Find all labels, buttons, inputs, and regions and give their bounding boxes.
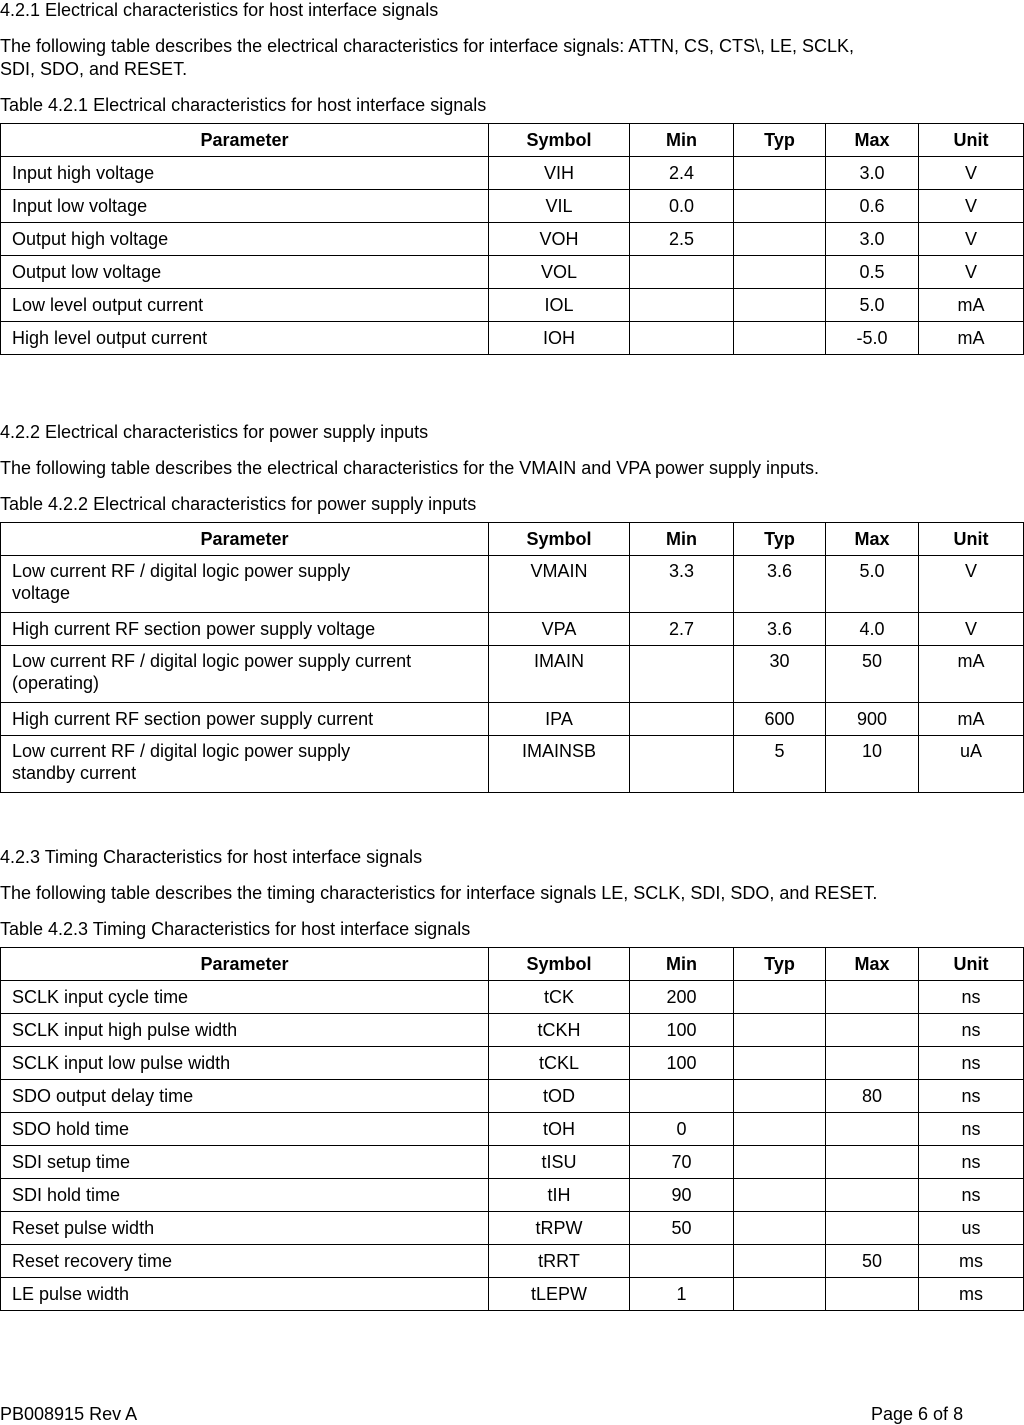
table-row [1,223,1024,256]
cell-unit: ns [919,1080,1024,1113]
table-row [1,1245,1024,1278]
cell-min [630,646,734,703]
section-intro-4-2-2: The following table describes the electrical characteristics for the VMAIN and VPA power supply inputs. [0,458,820,478]
cell-parameter: Input low voltage [1,190,489,223]
cell-min [630,1080,734,1113]
cell-max: 50 [826,1245,919,1278]
column-header-max: Max [826,124,919,157]
cell-unit: ns [919,1179,1024,1212]
cell-typ [734,256,826,289]
column-header-typ: Typ [734,948,826,981]
cell-max: 5.0 [826,556,919,613]
table-row [1,1278,1024,1311]
cell-symbol: IOL [489,289,630,322]
cell-min: 70 [630,1146,734,1179]
cell-min: 100 [630,1014,734,1047]
cell-min [630,736,734,793]
cell-symbol: tOD [489,1080,630,1113]
cell-symbol: tCKH [489,1014,630,1047]
table-header-row [1,523,1024,556]
cell-max: 50 [826,646,919,703]
cell-min: 200 [630,981,734,1014]
cell-max: 80 [826,1080,919,1113]
cell-symbol: tRRT [489,1245,630,1278]
cell-unit: V [919,613,1024,646]
cell-parameter-line-2: voltage [12,583,71,603]
cell-unit: V [919,190,1024,223]
cell-typ [734,1113,826,1146]
cell-parameter [1,736,489,793]
cell-symbol: IMAINSB [489,736,630,793]
cell-min [630,703,734,736]
footer-page-number: Page 6 of 8 [871,1404,964,1424]
table-row [1,1146,1024,1179]
table-row [1,289,1024,322]
table-row [1,1212,1024,1245]
cell-parameter: SDO hold time [1,1113,489,1146]
table-row [1,1014,1024,1047]
cell-max: 3.0 [826,223,919,256]
cell-parameter: SCLK input low pulse width [1,1047,489,1080]
cell-parameter: SCLK input high pulse width [1,1014,489,1047]
cell-parameter: High level output current [1,322,489,355]
cell-symbol: VIL [489,190,630,223]
table-row [1,157,1024,190]
table-host-interface-timing [0,947,1024,1311]
table-caption-4-2-1: Table 4.2.1 Electrical characteristics for host interface signals [0,95,487,115]
cell-min: 1 [630,1278,734,1311]
cell-unit: mA [919,703,1024,736]
cell-typ: 3.6 [734,613,826,646]
cell-max: 0.5 [826,256,919,289]
cell-typ [734,1278,826,1311]
column-header-parameter: Parameter [1,948,489,981]
section-intro-4-2-3: The following table describes the timing characteristics for interface signals LE, SCLK, SDI, SDO, and RESET. [0,883,878,903]
cell-parameter: Output high voltage [1,223,489,256]
cell-max [826,1179,919,1212]
column-header-min: Min [630,124,734,157]
cell-symbol: VPA [489,613,630,646]
cell-unit: V [919,157,1024,190]
cell-parameter: LE pulse width [1,1278,489,1311]
cell-symbol: tCKL [489,1047,630,1080]
cell-max [826,1047,919,1080]
cell-parameter: Reset recovery time [1,1245,489,1278]
cell-max [826,1014,919,1047]
cell-unit: mA [919,646,1024,703]
cell-typ [734,190,826,223]
cell-typ [734,223,826,256]
cell-unit: mA [919,289,1024,322]
section-intro-4-2-1-line-2: SDI, SDO, and RESET. [0,59,188,79]
section-intro-4-2-1-line-1: The following table describes the electrical characteristics for interface signals: ATTN, CS, CTS\, LE, SCLK, [0,36,855,56]
table-caption-4-2-2: Table 4.2.2 Electrical characteristics for power supply inputs [0,494,477,514]
cell-parameter: High current RF section power supply current [1,703,489,736]
cell-typ [734,157,826,190]
table-row [1,613,1024,646]
cell-unit: mA [919,322,1024,355]
cell-symbol: IOH [489,322,630,355]
cell-max: 10 [826,736,919,793]
cell-min: 0.0 [630,190,734,223]
table-header-row [1,124,1024,157]
cell-max [826,1212,919,1245]
cell-parameter [1,646,489,703]
cell-parameter-line-1: Low current RF / digital logic power supply [12,741,351,761]
column-header-unit: Unit [919,948,1024,981]
cell-typ [734,1014,826,1047]
section-heading-4-2-1: 4.2.1 Electrical characteristics for host interface signals [0,0,439,20]
cell-min: 3.3 [630,556,734,613]
cell-parameter: SDO output delay time [1,1080,489,1113]
cell-unit: ms [919,1278,1024,1311]
cell-max: 0.6 [826,190,919,223]
cell-typ [734,1245,826,1278]
table-row [1,1080,1024,1113]
cell-typ [734,1212,826,1245]
cell-parameter: SDI setup time [1,1146,489,1179]
cell-symbol: IMAIN [489,646,630,703]
section-heading-4-2-3: 4.2.3 Timing Characteristics for host interface signals [0,847,423,867]
column-header-unit: Unit [919,523,1024,556]
cell-symbol: tCK [489,981,630,1014]
table-row [1,190,1024,223]
cell-unit: ns [919,1146,1024,1179]
cell-min: 2.7 [630,613,734,646]
cell-min [630,289,734,322]
cell-max: 900 [826,703,919,736]
cell-symbol: tRPW [489,1212,630,1245]
cell-parameter-line-1: Low current RF / digital logic power supply current [12,651,412,671]
cell-unit: us [919,1212,1024,1245]
column-header-typ: Typ [734,124,826,157]
cell-max [826,1113,919,1146]
cell-typ: 30 [734,646,826,703]
cell-parameter: SDI hold time [1,1179,489,1212]
cell-min: 90 [630,1179,734,1212]
cell-symbol: VIH [489,157,630,190]
cell-symbol: VOH [489,223,630,256]
table-header-row [1,948,1024,981]
cell-unit: V [919,256,1024,289]
cell-typ [734,289,826,322]
cell-unit: V [919,556,1024,613]
table-row [1,736,1024,793]
cell-parameter-line-1: Low current RF / digital logic power supply [12,561,351,581]
cell-unit: ns [919,1014,1024,1047]
cell-max [826,1278,919,1311]
cell-min [630,322,734,355]
column-header-parameter: Parameter [1,523,489,556]
cell-typ [734,981,826,1014]
table-row [1,1047,1024,1080]
table-row [1,646,1024,703]
cell-typ [734,1179,826,1212]
cell-min [630,1245,734,1278]
cell-unit: ms [919,1245,1024,1278]
cell-typ: 3.6 [734,556,826,613]
column-header-max: Max [826,523,919,556]
cell-unit: ns [919,1113,1024,1146]
cell-min: 50 [630,1212,734,1245]
column-header-unit: Unit [919,124,1024,157]
column-header-symbol: Symbol [489,523,630,556]
cell-max [826,1146,919,1179]
cell-parameter: SCLK input cycle time [1,981,489,1014]
cell-parameter-line-2: standby current [12,763,137,783]
table-row [1,556,1024,613]
cell-max: -5.0 [826,322,919,355]
cell-symbol: tLEPW [489,1278,630,1311]
cell-symbol: VMAIN [489,556,630,613]
cell-typ [734,1080,826,1113]
column-header-parameter: Parameter [1,124,489,157]
cell-max: 5.0 [826,289,919,322]
cell-typ [734,322,826,355]
table-row [1,981,1024,1014]
table-row [1,256,1024,289]
table-power-supply-electrical [0,522,1024,793]
cell-min: 2.4 [630,157,734,190]
cell-symbol: tISU [489,1146,630,1179]
table-row [1,322,1024,355]
column-header-max: Max [826,948,919,981]
table-caption-4-2-3: Table 4.2.3 Timing Characteristics for host interface signals [0,919,471,939]
cell-unit: ns [919,1047,1024,1080]
cell-min: 100 [630,1047,734,1080]
cell-symbol: VOL [489,256,630,289]
column-header-symbol: Symbol [489,948,630,981]
table-row [1,703,1024,736]
cell-min: 0 [630,1113,734,1146]
cell-unit: uA [919,736,1024,793]
table-host-interface-electrical [0,123,1024,355]
cell-symbol: IPA [489,703,630,736]
cell-parameter: High current RF section power supply voltage [1,613,489,646]
cell-typ: 5 [734,736,826,793]
column-header-min: Min [630,948,734,981]
cell-parameter [1,556,489,613]
column-header-symbol: Symbol [489,124,630,157]
cell-unit: V [919,223,1024,256]
cell-typ: 600 [734,703,826,736]
cell-typ [734,1047,826,1080]
footer-document-id: PB008915 Rev A [0,1404,138,1424]
column-header-typ: Typ [734,523,826,556]
cell-parameter: Low level output current [1,289,489,322]
cell-symbol: tIH [489,1179,630,1212]
cell-parameter: Input high voltage [1,157,489,190]
table-row [1,1179,1024,1212]
cell-unit: ns [919,981,1024,1014]
cell-symbol: tOH [489,1113,630,1146]
column-header-min: Min [630,523,734,556]
cell-max: 4.0 [826,613,919,646]
cell-min: 2.5 [630,223,734,256]
cell-max [826,981,919,1014]
cell-parameter: Output low voltage [1,256,489,289]
cell-max: 3.0 [826,157,919,190]
cell-parameter: Reset pulse width [1,1212,489,1245]
cell-typ [734,1146,826,1179]
table-row [1,1113,1024,1146]
cell-min [630,256,734,289]
section-heading-4-2-2: 4.2.2 Electrical characteristics for power supply inputs [0,422,429,442]
cell-parameter-line-2: (operating) [12,673,100,693]
